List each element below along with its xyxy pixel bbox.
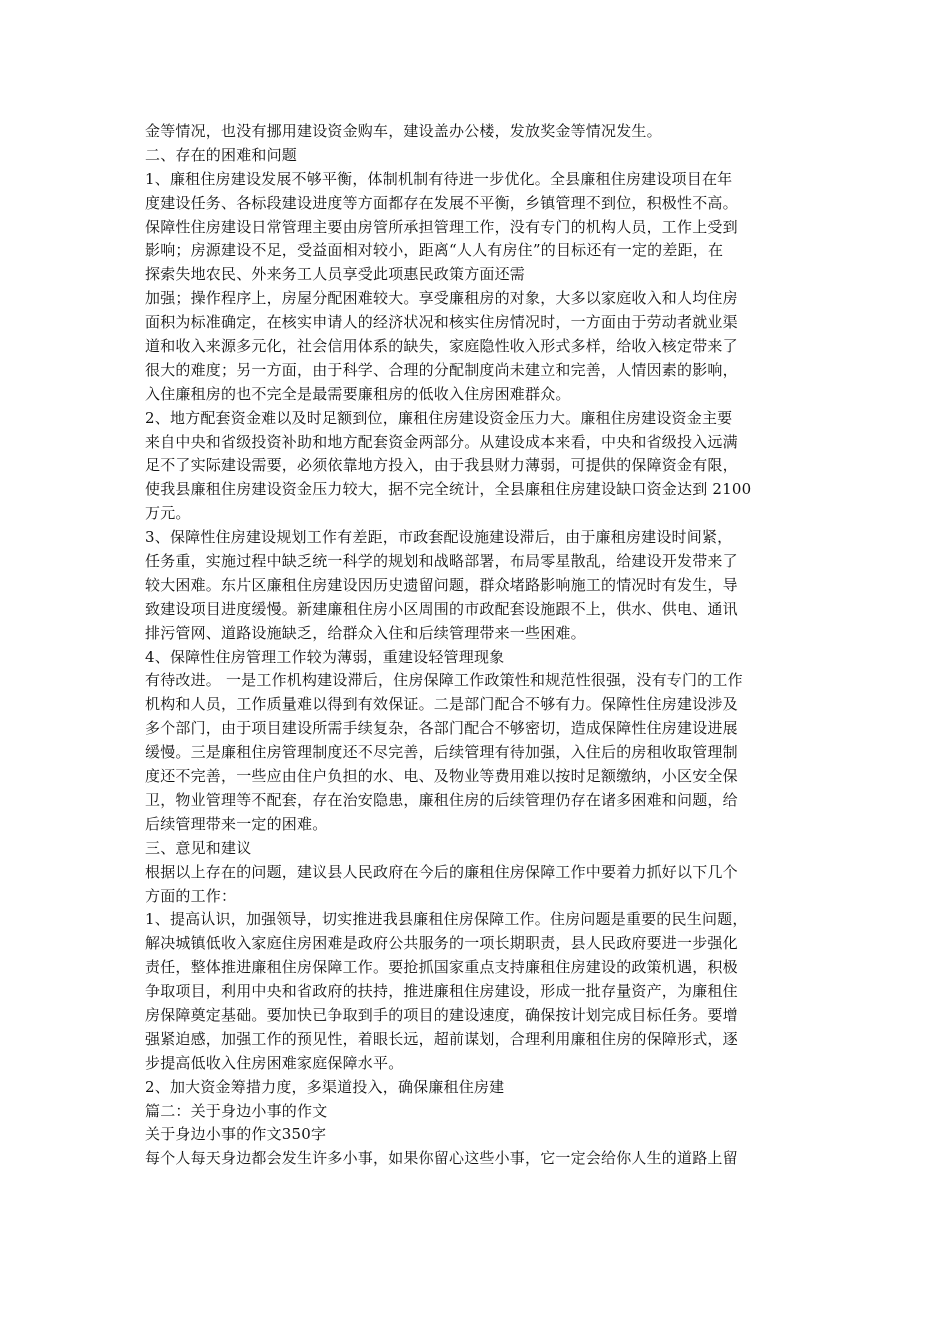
- text-line: 万元。: [145, 504, 191, 523]
- text-line: 入住廉租房的也不完全是最需要廉租房的低收入住房困难群众。: [145, 384, 571, 403]
- text-line: 保障性住房建设日常管理主要由房管所承担管理工作，没有专门的机构人员，工作上受到: [145, 217, 738, 236]
- text-line: 责任，整体推进廉租住房保障工作。要抢抓国家重点支持廉租住房建设的政策机遇，积极: [145, 958, 738, 977]
- text-line: 卫，物业管理等不配套，存在治安隐患，廉租住房的后续管理仍存在诸多困难和问题，给: [145, 790, 738, 809]
- text-line: 根据以上存在的问题，建议县人民政府在今后的廉租住房保障工作中要着力抓好以下几个: [145, 862, 738, 881]
- text-line: 解决城镇低收入家庭住房困难是政府公共服务的一项长期职责，县人民政府要进一步强化: [145, 934, 738, 953]
- text-line: 很大的难度；另一方面，由于科学、合理的分配制度尚未建立和完善，人情因素的影响，: [145, 360, 738, 379]
- text-line: 3、保障性住房建设规划工作有差距，市政套配设施建设滞后，由于廉租房建设时间紧，: [145, 528, 733, 547]
- text-line: 影响；房源建设不足，受益面相对较小，距离“人人有房住”的目标还有一定的差距，在: [145, 241, 724, 260]
- text-line: 来自中央和省级投资补助和地方配套资金两部分。从建设成本来看，中央和省级投入远满: [145, 432, 738, 451]
- text-line: 1、廉租住房建设发展不够平衡，体制机制有待进一步优化。全县廉租住房建设项目在年: [145, 169, 733, 188]
- section-heading: 三、意见和建议: [145, 838, 252, 857]
- section-heading: 二、存在的困难和问题: [145, 145, 298, 164]
- text-line: 机构和人员，工作质量难以得到有效保证。二是部门配合不够有力。保障性住房建设涉及: [145, 695, 738, 714]
- text-line: 道和收入来源多元化，社会信用体系的缺失，家庭隐性收入形式多样，给收入核定带来了: [145, 337, 738, 356]
- text-line: 任务重，实施过程中缺乏统一科学的规划和战略部署，布局零星散乱，给建设开发带来了: [145, 552, 738, 571]
- text-line: 4、保障性住房管理工作较为薄弱，重建设轻管理现象: [145, 647, 505, 666]
- text-line: 每个人每天身边都会发生许多小事，如果你留心这些小事，它一定会给你人生的道路上留: [145, 1149, 738, 1168]
- text-line: 房保障奠定基础。要加快已争取到手的项目的建设速度，确保按计划完成目标任务。要增: [145, 1005, 738, 1024]
- document-body: [145, 120, 815, 1171]
- article-title: 关于身边小事的作文350字: [145, 1125, 327, 1144]
- text-line: 面积为标准确定，在核实申请人的经济状况和核实住房情况时，一方面由于劳动者就业渠: [145, 313, 738, 332]
- text-line: 多个部门，由于项目建设所需手续复杂，各部门配合不够密切，造成保障性住房建设进展: [145, 719, 738, 738]
- text-line: 2、加大资金筹措力度，多渠道投入，确保廉租住房建: [145, 1077, 505, 1096]
- text-line: 有待改进。 一是工作机构建设滞后，住房保障工作政策性和规范性很强，没有专门的工作: [145, 671, 743, 690]
- text-line: 加强；操作程序上，房屋分配困难较大。享受廉租房的对象，大多以家庭收入和人均住房: [145, 289, 738, 308]
- text-line: 缓慢。三是廉租住房管理制度还不尽完善，后续管理有待加强，入住后的房租收取管理制: [145, 743, 738, 762]
- text-line: 排污管网、道路设施缺乏，给群众入住和后续管理带来一些困难。: [145, 623, 586, 642]
- text-line: 强紧迫感，加强工作的预见性，着眼长远，超前谋划，合理利用廉租住房的保障形式，逐: [145, 1029, 738, 1048]
- text-line: 1、提高认识，加强领导，切实推进我县廉租住房保障工作。住房问题是重要的民生问题，: [145, 910, 748, 929]
- text-line: 使我县廉租住房建设资金压力较大，据不完全统计，全县廉租住房建设缺口资金达到 2100: [145, 480, 752, 499]
- article-heading: 篇二：关于身边小事的作文: [145, 1101, 328, 1120]
- text-line: 步提高低收入住房困难家庭保障水平。: [145, 1053, 404, 1072]
- text-line: 方面的工作：: [145, 886, 237, 905]
- text-line: 度建设任务、各标段建设进度等方面都存在发展不平衡，乡镇管理不到位，积极性不高。: [145, 193, 738, 212]
- text-line: 致建设项目进度缓慢。新建廉租住房小区周围的市政配套设施跟不上，供水、供电、通讯: [145, 599, 738, 618]
- text-line: 争取项目，利用中央和省政府的扶持，推进廉租住房建设，形成一批存量资产，为廉租住: [145, 982, 738, 1001]
- text-line: 2、地方配套资金难以及时足额到位，廉租住房建设资金压力大。廉租住房建设资金主要: [145, 408, 733, 427]
- text-line: 较大困难。东片区廉租住房建设因历史遗留问题，群众堵路影响施工的情况时有发生，导: [145, 575, 738, 594]
- text-line: 后续管理带来一定的困难。: [145, 814, 328, 833]
- text-line: 探索失地农民、外来务工人员享受此项惠民政策方面还需: [145, 265, 526, 284]
- text-line: 度还不完善，一些应由住户负担的水、电、及物业等费用难以按时足额缴纳，小区安全保: [145, 767, 738, 786]
- text-line: 足不了实际建设需要，必须依靠地方投入，由于我县财力薄弱，可提供的保障资金有限，: [145, 456, 738, 475]
- text-line: 金等情况，也没有挪用建设资金购车，建设盖办公楼，发放奖金等情况发生。: [145, 122, 662, 140]
